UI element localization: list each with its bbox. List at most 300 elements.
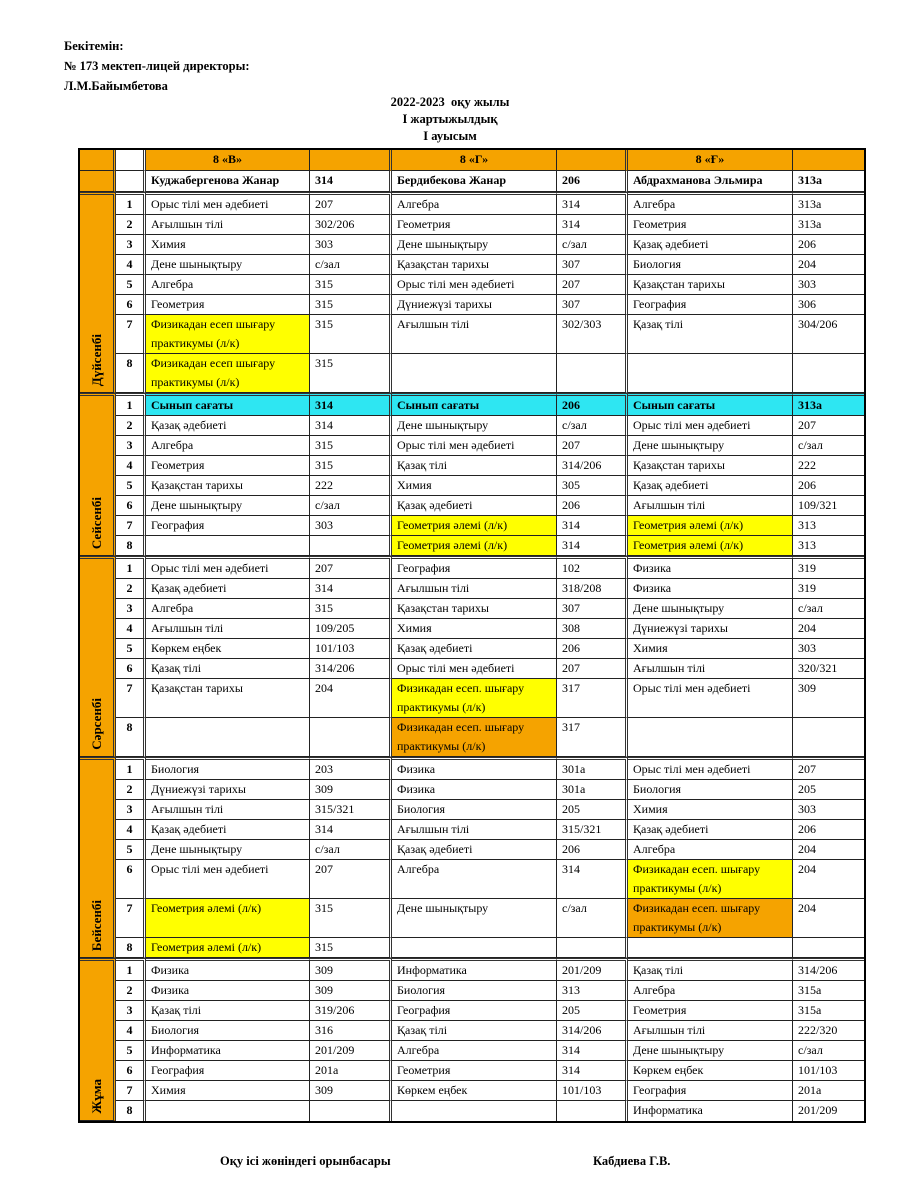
lesson-row — [80, 820, 864, 840]
room-cell: 315 — [310, 899, 392, 938]
approval-line-3: Л.М.Байымбетова — [64, 79, 168, 93]
subject-cell: Ағылшын тілі — [628, 496, 793, 516]
room-cell: 315а — [793, 1001, 864, 1021]
subject-cell: Ағылшын тілі — [628, 659, 793, 679]
room-cell: 101/103 — [557, 1081, 628, 1101]
room-cell: 319 — [793, 579, 864, 599]
room-cell: 301а — [557, 780, 628, 800]
room-cell: 207 — [793, 416, 864, 436]
room-cell: 313 — [793, 516, 864, 536]
room-cell: 309 — [310, 981, 392, 1001]
lesson-number: 5 — [116, 275, 146, 295]
subject-cell: Қазақ тілі — [146, 659, 310, 679]
subject-cell: Алгебра — [392, 1041, 557, 1061]
room-cell: 206 — [557, 393, 628, 416]
lesson-row — [80, 456, 864, 476]
subject-cell: Ағылшын тілі — [392, 315, 557, 354]
room-cell: 303 — [793, 275, 864, 295]
room-cell: 314/206 — [557, 456, 628, 476]
subject-cell: Дене шынықтыру — [146, 840, 310, 860]
room-cell: 102 — [557, 556, 628, 579]
lesson-row — [80, 757, 864, 780]
subject-cell: Физика — [146, 958, 310, 981]
room-cell — [557, 938, 628, 958]
room-cell: 222 — [310, 476, 392, 496]
room-cell: 309 — [793, 679, 864, 718]
class-teacher: Бердибекова Жанар — [392, 171, 557, 192]
subject-cell: Алгебра — [392, 860, 557, 899]
header-corner-num — [116, 150, 146, 171]
day-name: Сәрсенбі — [88, 698, 104, 750]
lesson-number: 7 — [116, 679, 146, 718]
room-cell: 314 — [310, 579, 392, 599]
lesson-number: 2 — [116, 416, 146, 436]
day-cell — [80, 556, 116, 757]
lesson-row — [80, 215, 864, 235]
room-cell: 205 — [793, 780, 864, 800]
room-cell: 314 — [557, 536, 628, 556]
room-cell: 319 — [793, 556, 864, 579]
subject-cell: Химия — [392, 619, 557, 639]
room-cell: 315а — [793, 981, 864, 1001]
subject-cell: Физика — [628, 556, 793, 579]
room-cell: 204 — [793, 860, 864, 899]
lesson-number: 8 — [116, 354, 146, 393]
subject-cell: Физикадан есеп шығару практикумы (л/к) — [146, 315, 310, 354]
lesson-number: 6 — [116, 659, 146, 679]
room-cell: 308 — [557, 619, 628, 639]
room-cell: 314 — [557, 860, 628, 899]
room-cell — [310, 1101, 392, 1121]
subject-cell: География — [146, 516, 310, 536]
room-cell: 206 — [557, 840, 628, 860]
subject-cell: География — [392, 556, 557, 579]
footer-name: Кабдиева Г.В. — [593, 1154, 671, 1168]
room-cell: 207 — [793, 757, 864, 780]
subject-cell: Химия — [146, 1081, 310, 1101]
room-cell: 201/209 — [798, 1103, 838, 1117]
class-name-room-blank — [310, 150, 392, 171]
lesson-row — [80, 315, 864, 354]
subject-cell: Көркем еңбек — [392, 1081, 557, 1101]
subject-cell: Геометрия әлемі (л/к) — [146, 899, 310, 938]
room-cell — [557, 354, 628, 393]
subject-cell: Орыс тілі мен әдебиеті — [146, 556, 310, 579]
subject-cell — [628, 354, 793, 393]
day-cell — [80, 393, 116, 556]
timetable — [78, 148, 866, 1123]
subject-cell: Дене шынықтыру — [392, 899, 557, 938]
room-cell — [793, 718, 864, 757]
header-corner-day — [80, 171, 116, 192]
room-cell: 314/206 — [557, 1021, 628, 1041]
subject-cell: Дүниежүзі тарихы — [146, 780, 310, 800]
subject-cell: Алгебра — [392, 192, 557, 215]
lesson-number: 8 — [116, 1101, 146, 1121]
shift: I ауысым — [423, 129, 477, 143]
lesson-row — [80, 255, 864, 275]
header-row-teachers — [80, 171, 864, 192]
subject-cell: Геометрия — [392, 215, 557, 235]
lesson-number: 8 — [116, 718, 146, 757]
room-cell — [793, 938, 864, 958]
subject-cell: География — [628, 1081, 793, 1101]
subject-cell: Орыс тілі мен әдебиеті — [392, 436, 557, 456]
room-cell: 309 — [310, 958, 392, 981]
subject-cell: Информатика — [146, 1041, 310, 1061]
room-cell: 307 — [557, 295, 628, 315]
room-cell: 304/206 — [793, 315, 864, 354]
approval-line-1: Бекітемін: — [64, 39, 124, 53]
room-cell: 314 — [557, 1061, 628, 1081]
room-cell — [310, 536, 392, 556]
room-cell: с/зал — [793, 1041, 864, 1061]
lesson-row — [80, 579, 864, 599]
room-cell: 315 — [310, 354, 392, 393]
room-cell: 204 — [793, 840, 864, 860]
lesson-number: 6 — [116, 295, 146, 315]
room-cell: 309 — [310, 780, 392, 800]
lesson-row — [80, 958, 864, 981]
room-cell: 314 — [557, 1041, 628, 1061]
subject-cell: Ағылшын тілі — [146, 215, 310, 235]
day-cell — [80, 192, 116, 393]
subject-cell: География — [146, 1061, 310, 1081]
subject-cell: Физикадан есеп. шығару практикумы (л/к) — [392, 718, 557, 757]
day-name: Бейсенбі — [88, 899, 104, 951]
lesson-number: 6 — [116, 860, 146, 899]
room-cell: 315 — [310, 315, 392, 354]
subject-cell: Физикадан есеп шығару практикумы (л/к) — [146, 354, 310, 393]
lesson-row — [80, 860, 864, 899]
header-row-classes — [80, 150, 864, 171]
subject-cell: Қазақстан тарихы — [392, 255, 557, 275]
room-cell: 313а — [793, 215, 864, 235]
lesson-number: 7 — [116, 899, 146, 938]
lesson-number: 3 — [116, 235, 146, 255]
room-cell: с/зал — [557, 235, 628, 255]
header-corner-day — [80, 150, 116, 171]
subject-cell: Қазақ тілі — [628, 315, 793, 354]
class-teacher: Абдрахманова Эльмира — [628, 171, 793, 192]
subject-cell: Алгебра — [628, 840, 793, 860]
subject-cell: Орыс тілі мен әдебиеті — [392, 659, 557, 679]
class-name-room-blank — [557, 150, 628, 171]
room-cell: 201а — [793, 1081, 864, 1101]
subject-cell: Геометрия — [628, 1001, 793, 1021]
subject-cell: География — [392, 1001, 557, 1021]
lesson-row — [80, 393, 864, 416]
academic-year: 2022-2023 оқу жылы — [390, 95, 510, 109]
lesson-number: 3 — [116, 599, 146, 619]
lesson-row — [80, 1081, 864, 1101]
lesson-row — [80, 599, 864, 619]
lesson-row — [80, 659, 864, 679]
room-cell: 314/206 — [310, 659, 392, 679]
lesson-number: 6 — [116, 496, 146, 516]
subject-cell: Қазақстан тарихы — [146, 476, 310, 496]
lesson-row — [80, 1041, 864, 1061]
room-cell: 204 — [793, 255, 864, 275]
subject-cell: Ағылшын тілі — [392, 820, 557, 840]
lesson-row — [80, 496, 864, 516]
room-cell: 314 — [557, 215, 628, 235]
lesson-row — [80, 981, 864, 1001]
room-cell: 317 — [557, 679, 628, 718]
header-corner-num — [116, 171, 146, 192]
timetable-body — [80, 150, 864, 1121]
subject-cell: Геометрия — [628, 215, 793, 235]
room-cell: 206 — [793, 476, 864, 496]
class-name: 8 «Г» — [392, 150, 557, 171]
room-cell: с/зал — [557, 899, 628, 938]
lesson-row — [80, 192, 864, 215]
room-cell: 307 — [557, 255, 628, 275]
subject-cell: Сынып сағаты — [628, 393, 793, 416]
subject-cell: Қазақстан тарихы — [146, 679, 310, 718]
lesson-number: 8 — [116, 536, 146, 556]
room-cell: 302/303 — [557, 315, 628, 354]
subject-cell — [628, 718, 793, 757]
subject-cell: Ағылшын тілі — [146, 800, 310, 820]
subject-cell: Биология — [628, 255, 793, 275]
approval-block — [64, 36, 250, 96]
subject-cell: Дене шынықтыру — [628, 599, 793, 619]
room-cell: 206 — [557, 639, 628, 659]
lesson-number: 4 — [116, 619, 146, 639]
subject-cell: Қазақ әдебиеті — [392, 840, 557, 860]
room-cell: 101/103 — [793, 1061, 864, 1081]
lesson-row — [80, 899, 864, 938]
subject-cell: Физикадан есеп. шығару практикумы (л/к) — [628, 899, 793, 938]
subject-cell: Физика — [392, 757, 557, 780]
subject-cell: Биология — [392, 981, 557, 1001]
room-cell: с/зал — [310, 840, 392, 860]
room-cell: 301а — [557, 757, 628, 780]
lesson-row — [80, 679, 864, 718]
lesson-row — [80, 639, 864, 659]
subject-cell: Орыс тілі мен әдебиеті — [628, 757, 793, 780]
lesson-number: 4 — [116, 456, 146, 476]
subject-cell: Физикадан есеп. шығару практикумы (л/к) — [392, 679, 557, 718]
subject-cell: Қазақ әдебиеті — [628, 235, 793, 255]
lesson-number: 1 — [116, 192, 146, 215]
room-cell: 313а — [793, 192, 864, 215]
room-cell — [557, 1101, 628, 1121]
room-cell: 204 — [793, 899, 864, 938]
room-cell: 315 — [310, 295, 392, 315]
subject-cell: Геометрия — [392, 1061, 557, 1081]
room-cell: 318/208 — [557, 579, 628, 599]
subject-cell: Дене шынықтыру — [146, 496, 310, 516]
subject-cell: Қазақ тілі — [628, 958, 793, 981]
class-name: 8 «В» — [146, 150, 310, 171]
room-cell: 205 — [557, 800, 628, 820]
day-cell — [80, 757, 116, 958]
lesson-row — [80, 416, 864, 436]
lesson-number: 4 — [116, 1021, 146, 1041]
lesson-number: 5 — [116, 840, 146, 860]
day-cell — [80, 958, 116, 1121]
room-cell: 207 — [310, 556, 392, 579]
lesson-number: 1 — [116, 757, 146, 780]
subject-cell: Химия — [628, 639, 793, 659]
room-cell: 201а — [310, 1061, 392, 1081]
class-homeroom: 313а — [793, 171, 864, 192]
room-cell: с/зал — [310, 255, 392, 275]
room-cell: 314 — [310, 820, 392, 840]
subject-cell — [628, 938, 793, 958]
room-cell: 109/321 — [793, 496, 864, 516]
subject-cell — [392, 1101, 557, 1121]
schedule-titles — [0, 94, 900, 145]
lesson-number: 4 — [116, 255, 146, 275]
subject-cell: Орыс тілі мен әдебиеті — [146, 192, 310, 215]
subject-cell: Қазақ әдебиеті — [146, 820, 310, 840]
subject-cell: Физика — [146, 981, 310, 1001]
lesson-number: 2 — [116, 579, 146, 599]
lesson-number: 6 — [116, 1061, 146, 1081]
subject-cell: Алгебра — [628, 192, 793, 215]
subject-cell: Физикадан есеп. шығару практикумы (л/к) — [628, 860, 793, 899]
lesson-number: 3 — [116, 436, 146, 456]
subject-cell: Дене шынықтыру — [392, 235, 557, 255]
room-cell: 302/206 — [310, 215, 392, 235]
class-name: 8 «Ғ» — [628, 150, 793, 171]
footer-role: Оқу ісі жөніндегі орынбасары — [220, 1154, 391, 1168]
subject-cell — [392, 938, 557, 958]
lesson-row — [80, 275, 864, 295]
room-cell: 206 — [557, 496, 628, 516]
subject-cell: Геометрия әлемі (л/к) — [628, 536, 793, 556]
subject-cell: Қазақ әдебиеті — [628, 476, 793, 496]
room-cell: с/зал — [557, 416, 628, 436]
room-cell: 303 — [793, 800, 864, 820]
subject-cell: Ағылшын тілі — [146, 619, 310, 639]
lesson-number: 4 — [116, 820, 146, 840]
room-cell: 307 — [557, 599, 628, 619]
day-name: Дүйсенбі — [88, 333, 104, 386]
lesson-number: 1 — [116, 556, 146, 579]
lesson-row — [80, 1001, 864, 1021]
lesson-number: 8 — [116, 938, 146, 958]
subject-cell: Геометрия әлемі (л/к) — [392, 516, 557, 536]
subject-cell: Көркем еңбек — [628, 1061, 793, 1081]
approval-line-2: № 173 мектеп-лицей директоры: — [64, 59, 250, 73]
room-cell: 315 — [310, 456, 392, 476]
room-cell — [310, 718, 392, 757]
day-name: Жұма — [88, 1079, 104, 1114]
subject-cell: Информатика — [628, 1101, 793, 1121]
room-cell: 207 — [557, 436, 628, 456]
room-cell: 319/206 — [310, 1001, 392, 1021]
subject-cell: Орыс тілі мен әдебиеті — [392, 275, 557, 295]
subject-cell: Қазақ әдебиеті — [146, 579, 310, 599]
lesson-row — [80, 354, 864, 393]
subject-cell: Дүниежүзі тарихы — [392, 295, 557, 315]
subject-cell: Биология — [146, 757, 310, 780]
lesson-row — [80, 1061, 864, 1081]
subject-cell: Қазақстан тарихы — [392, 599, 557, 619]
subject-cell: Көркем еңбек — [146, 639, 310, 659]
lesson-number: 2 — [116, 215, 146, 235]
lesson-row — [80, 800, 864, 820]
lesson-row — [80, 516, 864, 536]
room-cell: 204 — [793, 619, 864, 639]
room-cell: с/зал — [793, 436, 864, 456]
subject-cell: Информатика — [392, 958, 557, 981]
room-cell: 309 — [310, 1081, 392, 1101]
lesson-row — [80, 780, 864, 800]
room-cell: 207 — [557, 659, 628, 679]
subject-cell: Қазақ әдебиеті — [146, 416, 310, 436]
class-homeroom: 206 — [557, 171, 628, 192]
subject-cell — [146, 718, 310, 757]
subject-cell: Қазақ әдебиеті — [628, 820, 793, 840]
subject-cell: Дене шынықтыру — [628, 1041, 793, 1061]
room-cell: 315/321 — [310, 800, 392, 820]
lesson-number: 5 — [116, 639, 146, 659]
subject-cell: Қазақ тілі — [392, 456, 557, 476]
room-cell: 315 — [310, 275, 392, 295]
room-cell: 316 — [310, 1021, 392, 1041]
subject-cell: Дүниежүзі тарихы — [628, 619, 793, 639]
subject-cell: Геометрия әлемі (л/к) — [146, 938, 310, 958]
subject-cell: Биология — [146, 1021, 310, 1041]
subject-cell: Қазақ әдебиеті — [392, 639, 557, 659]
subject-cell: Дене шынықтыру — [628, 436, 793, 456]
room-cell: 207 — [310, 192, 392, 215]
room-cell: 303 — [310, 235, 392, 255]
room-cell: 313 — [557, 981, 628, 1001]
room-cell: 314 — [557, 516, 628, 536]
room-cell: 207 — [557, 275, 628, 295]
subject-cell: Қазақ тілі — [146, 1001, 310, 1021]
lesson-number: 3 — [116, 1001, 146, 1021]
lesson-row — [80, 295, 864, 315]
lesson-number: 1 — [116, 958, 146, 981]
subject-cell: Қазақ тілі — [392, 1021, 557, 1041]
room-cell: 314/206 — [793, 958, 864, 981]
room-cell: с/зал — [310, 496, 392, 516]
day-name: Сейсенбі — [88, 496, 104, 549]
room-cell: 314 — [310, 393, 392, 416]
subject-cell: Геометрия әлемі (л/к) — [628, 516, 793, 536]
class-teacher: Куджабергенова Жанар — [146, 171, 310, 192]
room-cell: 222/320 — [793, 1021, 864, 1041]
room-cell: 203 — [310, 757, 392, 780]
room-cell: 314 — [310, 416, 392, 436]
lesson-number: 1 — [116, 393, 146, 416]
subject-cell: Биология — [628, 780, 793, 800]
subject-cell: Геометрия — [146, 295, 310, 315]
room-cell: 204 — [310, 679, 392, 718]
subject-cell: Химия — [628, 800, 793, 820]
room-cell: 201/209 — [310, 1041, 392, 1061]
subject-cell: Сынып сағаты — [146, 393, 310, 416]
room-cell: 315/321 — [557, 820, 628, 840]
room-cell: 206 — [793, 235, 864, 255]
room-cell: 109/205 — [310, 619, 392, 639]
room-cell: 201/209 — [557, 958, 628, 981]
subject-cell: Геометрия әлемі (л/к) — [392, 536, 557, 556]
lesson-number: 2 — [116, 981, 146, 1001]
subject-cell: Физика — [392, 780, 557, 800]
room-cell: 315 — [310, 599, 392, 619]
subject-cell: Дене шынықтыру — [146, 255, 310, 275]
subject-cell: Химия — [392, 476, 557, 496]
subject-cell: Химия — [146, 235, 310, 255]
